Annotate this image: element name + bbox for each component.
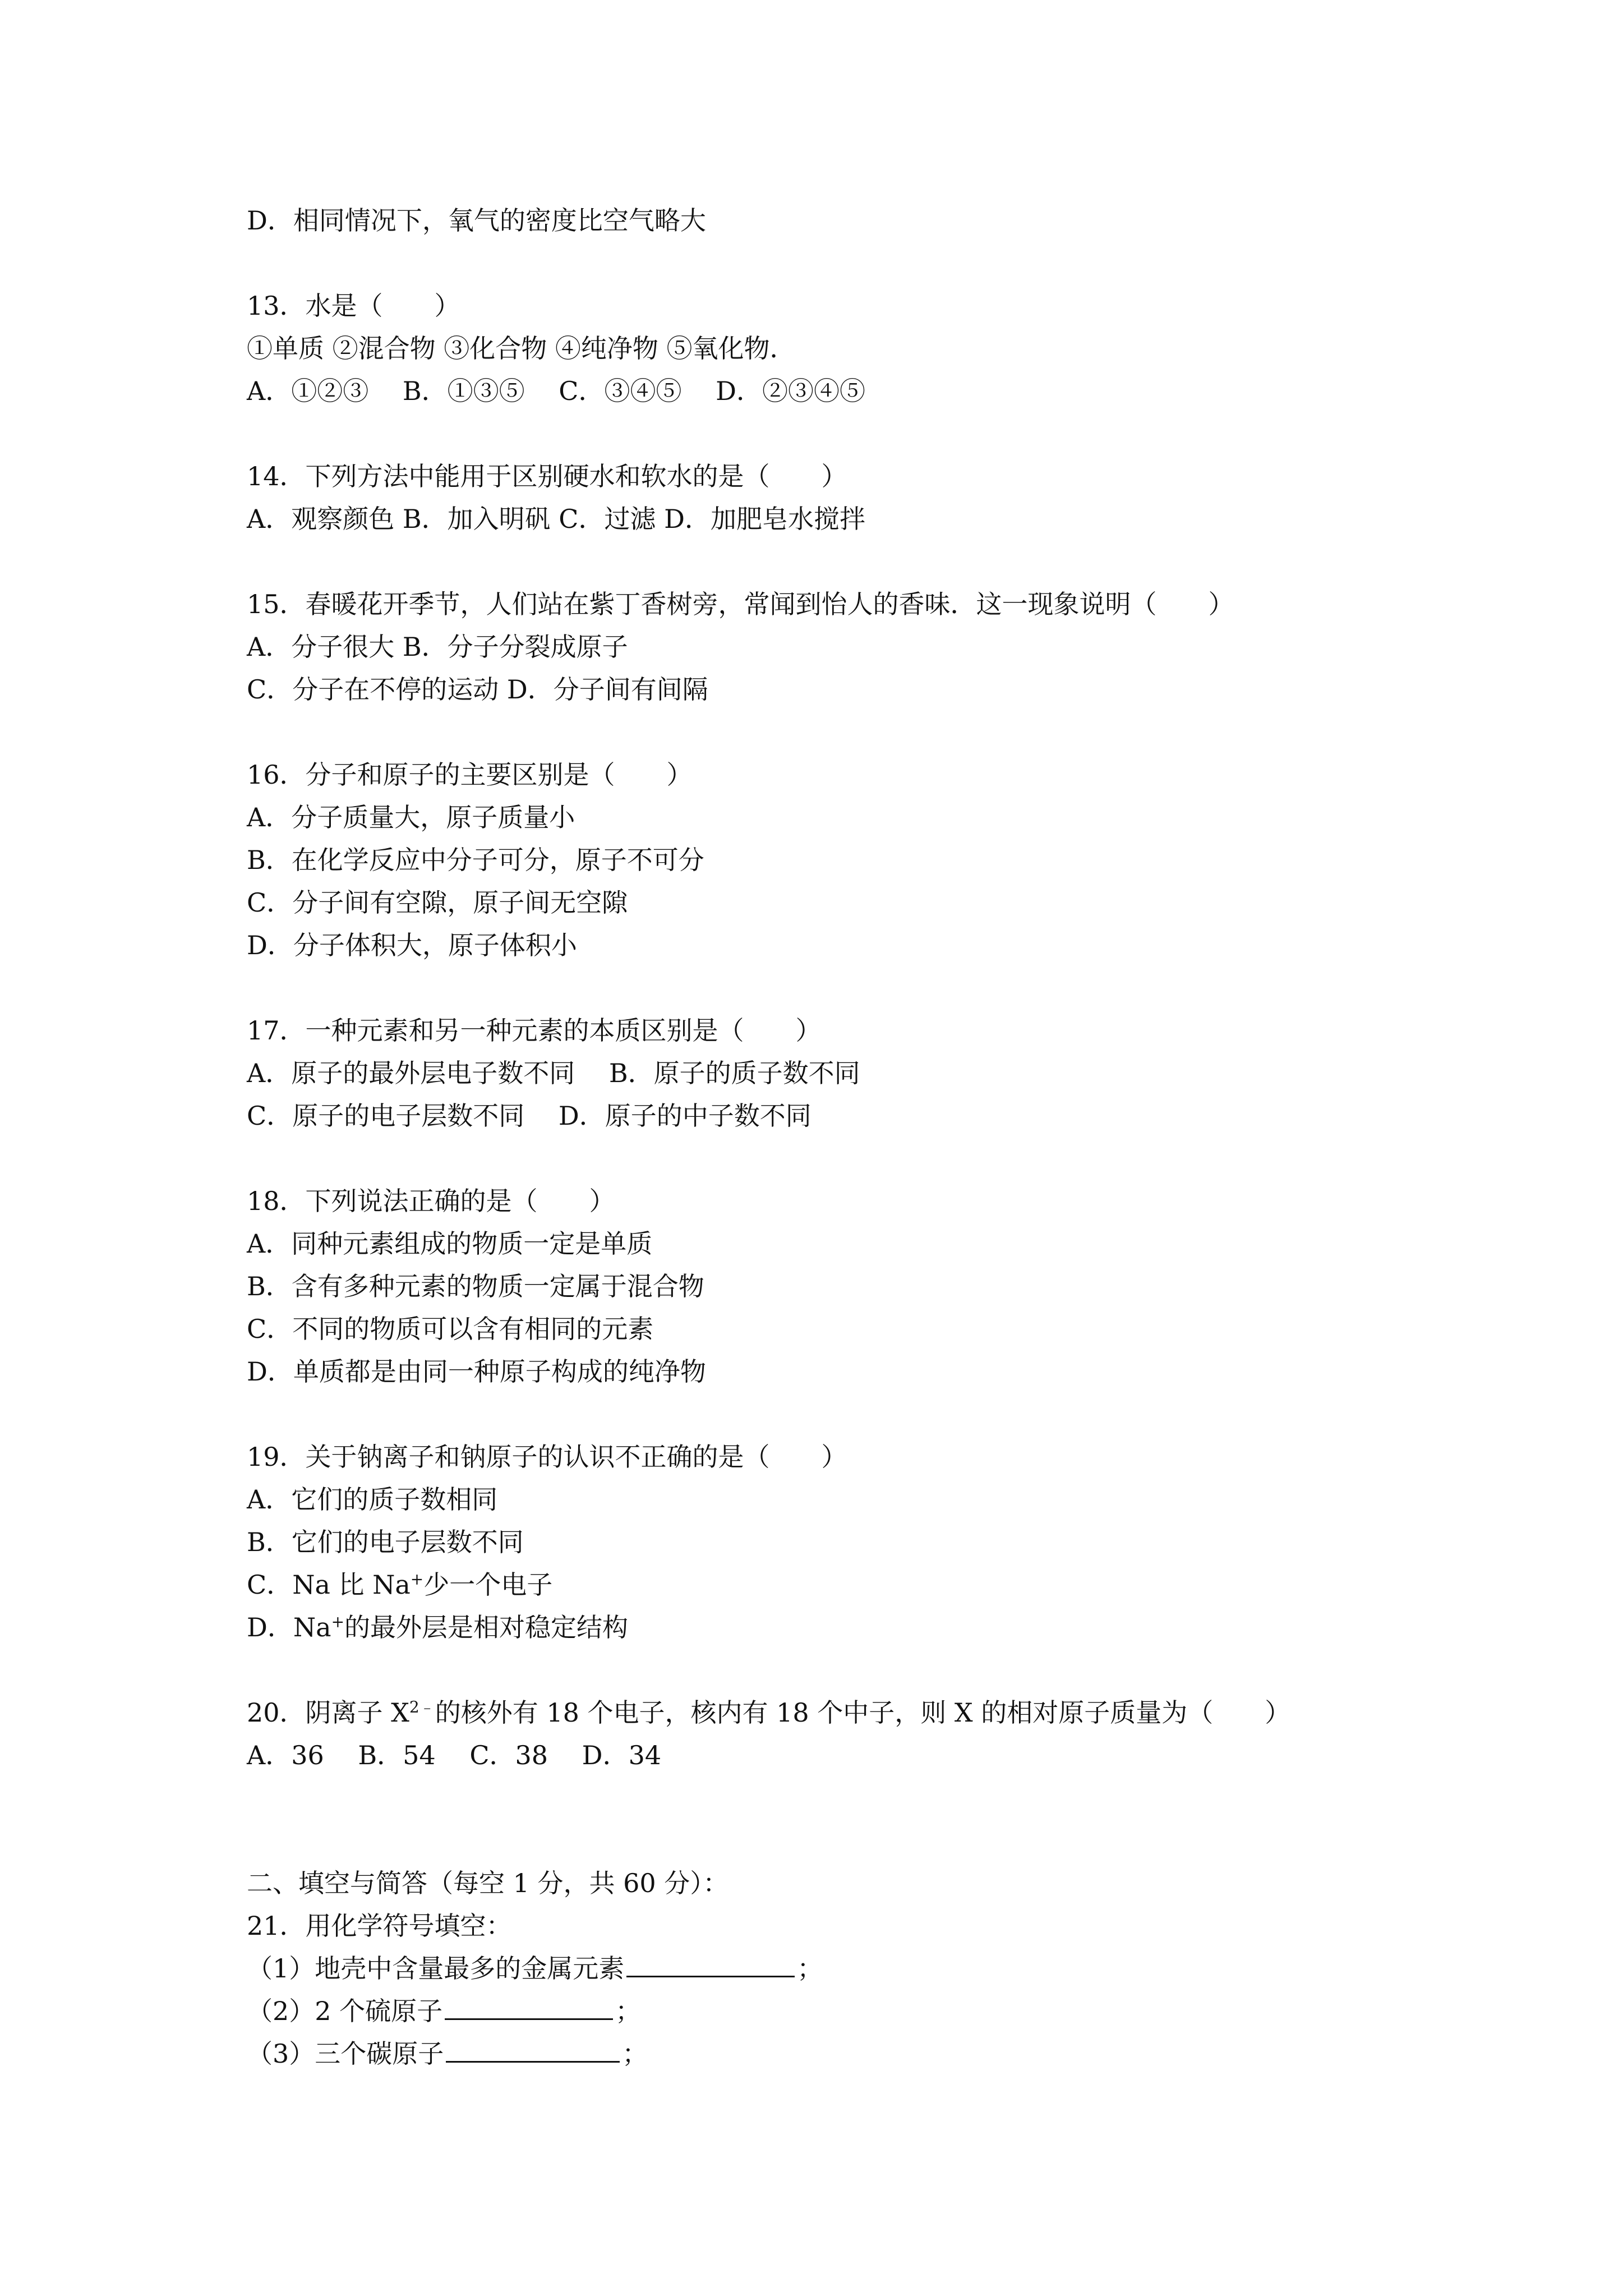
q15-options-1: A．分子很大 B．分子分裂成原子 bbox=[247, 632, 628, 662]
q17-options-1: A．原子的最外层电子数不同 B．原子的质子数不同 bbox=[247, 1058, 860, 1088]
q16-option-d: D．分子体积大，原子体积小 bbox=[247, 930, 577, 960]
q20-options: A．36 B．54 C．38 D．34 bbox=[247, 1740, 662, 1770]
q19-option-c-tail: 少一个电子 bbox=[423, 1570, 553, 1600]
q18-option-d: D．单质都是由同一种原子构成的纯净物 bbox=[247, 1356, 706, 1387]
q19-option-c-charge: + bbox=[410, 1570, 424, 1589]
q21-item-2 bbox=[247, 1990, 1424, 2032]
q21-item-1-end: ； bbox=[797, 1953, 823, 1984]
q19-option-d bbox=[247, 1606, 1424, 1649]
q17-stem: 17．一种元素和另一种元素的本质区别是（ ） bbox=[247, 1015, 822, 1046]
q21-stem: 21．用化学符号填空： bbox=[247, 1911, 512, 1941]
q21-item-3-text: （3）三个碳原子 bbox=[247, 2039, 444, 2069]
q19-option-d-charge: + bbox=[331, 1612, 345, 1631]
q21-item-3-end: ； bbox=[622, 2039, 648, 2069]
q21-answer-blank-3[interactable] bbox=[446, 2035, 620, 2063]
q21-item-1-text: （1）地壳中含量最多的金属元素 bbox=[247, 1953, 625, 1984]
q16-option-c: C．分子间有空隙，原子间无空隙 bbox=[247, 887, 628, 918]
q19-option-c-text: C．Na 比 Na bbox=[247, 1570, 411, 1600]
q21-item-2-text: （2）2 个硫原子 bbox=[247, 1996, 443, 2026]
q15-options-2: C．分子在不停的运动 D．分子间有间隔 bbox=[247, 674, 708, 705]
q17-options-2: C．原子的电子层数不同 D．原子的中子数不同 bbox=[247, 1101, 811, 1131]
q21-item-1 bbox=[247, 1947, 1424, 1990]
q19-option-b: B．它们的电子层数不同 bbox=[247, 1527, 524, 1557]
exam-page bbox=[247, 199, 1424, 2075]
q21-answer-blank-1[interactable] bbox=[626, 1950, 795, 1977]
q14-stem: 14．下列方法中能用于区别硬水和软水的是（ ） bbox=[247, 461, 847, 491]
q20-stem-tail: 的核外有 18 个电子，核内有 18 个中子，则 X 的相对原子质量为（ ） bbox=[435, 1697, 1291, 1728]
q19-option-c bbox=[247, 1563, 1424, 1606]
q13-options: A．①②③ B．①③⑤ C．③④⑤ D．②③④⑤ bbox=[247, 376, 865, 406]
q16-option-a: A．分子质量大，原子质量小 bbox=[247, 802, 575, 832]
q20-stem-text: 20．阴离子 X bbox=[247, 1697, 409, 1728]
q12-option-d: D．相同情况下，氧气的密度比空气略大 bbox=[247, 205, 706, 236]
q18-option-b: B．含有多种元素的物质一定属于混合物 bbox=[247, 1271, 704, 1301]
q16-option-b: B．在化学反应中分子可分，原子不可分 bbox=[247, 845, 704, 875]
section2-title: 二、填空与简答（每空 1 分，共 60 分）： bbox=[247, 1868, 729, 1898]
q20-ion-charge: 2﹣ bbox=[409, 1697, 435, 1717]
q19-option-d-text: D．Na bbox=[247, 1612, 331, 1642]
q19-stem: 19．关于钠离子和钠原子的认识不正确的是（ ） bbox=[247, 1442, 847, 1472]
q15-stem: 15．春暖花开季节，人们站在紫丁香树旁，常闻到怡人的香味．这一现象说明（ ） bbox=[247, 589, 1234, 619]
q19-option-a: A．它们的质子数相同 bbox=[247, 1484, 498, 1515]
q21-item-3 bbox=[247, 2032, 1424, 2075]
q13-stem: 13．水是（ ） bbox=[247, 291, 460, 321]
q21-item-2-end: ； bbox=[615, 1996, 642, 2026]
q21-answer-blank-2[interactable] bbox=[445, 1993, 613, 2020]
q18-stem: 18．下列说法正确的是（ ） bbox=[247, 1186, 615, 1216]
q16-stem: 16．分子和原子的主要区别是（ ） bbox=[247, 760, 693, 790]
q18-option-a: A．同种元素组成的物质一定是单质 bbox=[247, 1228, 653, 1259]
q20-stem bbox=[247, 1691, 1424, 1734]
q18-option-c: C．不同的物质可以含有相同的元素 bbox=[247, 1314, 654, 1344]
q14-options: A．观察颜色 B．加入明矾 C．过滤 D．加肥皂水搅拌 bbox=[247, 504, 865, 534]
q13-items: ①单质 ②混合物 ③化合物 ④纯净物 ⑤氧化物． bbox=[247, 333, 796, 364]
q19-option-d-tail: 的最外层是相对稳定结构 bbox=[344, 1612, 629, 1642]
